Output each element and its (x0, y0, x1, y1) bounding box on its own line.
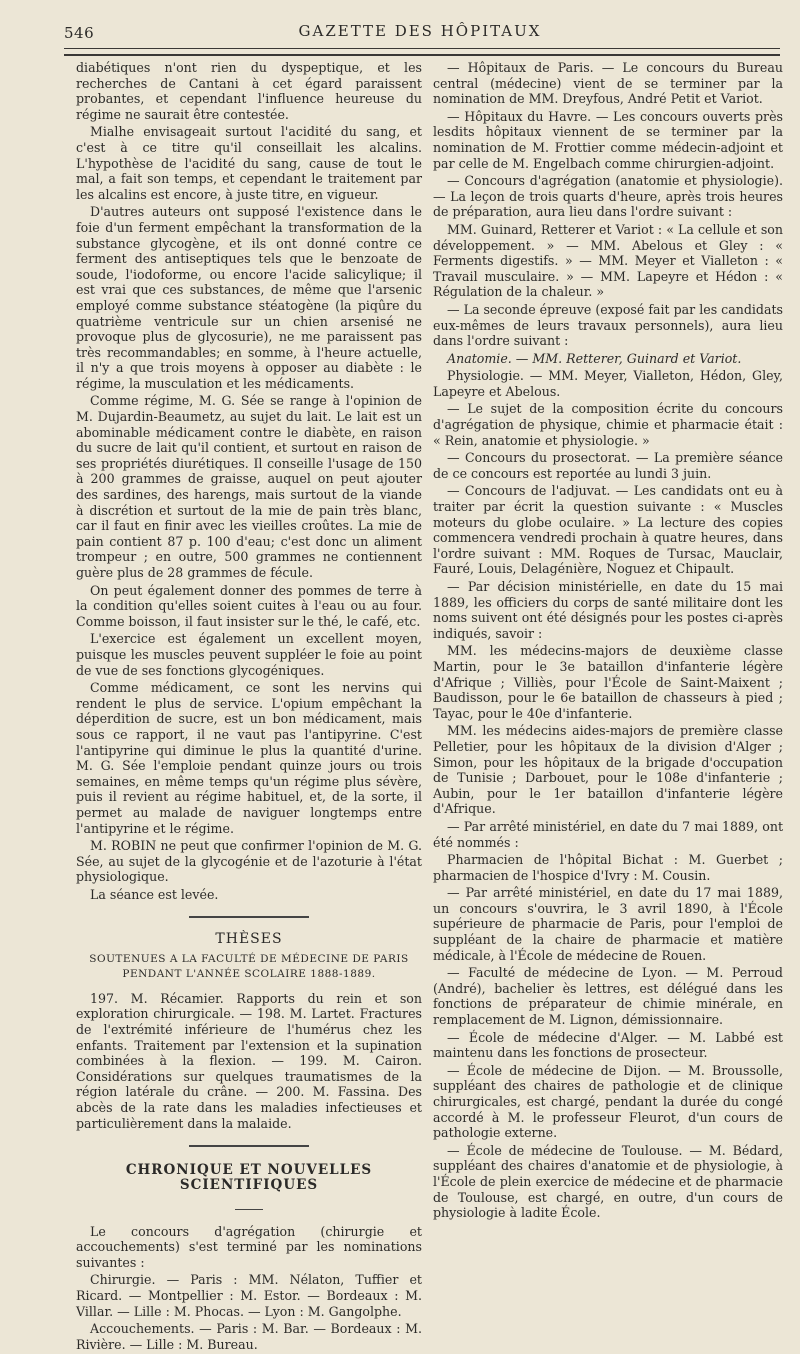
news-item: — École de médecine d'Alger. — M. Labbé est maintenu dans les fonctions de prosecteur. (433, 1029, 783, 1061)
paragraph: On peut également donner des pommes de terre à la condition qu'elles soient cuites à l'eau ou au four. Comme boisson, il faut insister sur le thé, le café, etc. (76, 582, 422, 629)
theses-subheading: SOUTENUES A LA FACULTÉ DE MÉDECINE DE PARIS (89, 952, 409, 965)
paragraph: Accouchements. — Paris : M. Bar. — Bordeaux : M. Rivière. — Lille : M. Bureau. (76, 1321, 422, 1352)
news-item: — Par arrêté ministériel, en date du 7 mai 1889, ont été nommés : (433, 818, 783, 850)
news-item: Anatomie. — MM. Retterer, Guinard et Variot. (447, 350, 742, 366)
paragraph: Le concours d'agrégation (chirurgie et accouchements) s'est terminé par les nominations suivantes : (76, 1223, 422, 1270)
page-number: 546 (64, 24, 95, 42)
news-item: Pharmacien de l'hôpital Bichat : M. Guerbet ; pharmacien de l'hospice d'Ivry : M. Cousin. (433, 852, 783, 883)
news-item: — École de médecine de Toulouse. — M. Bédard, suppléant des chaires d'anatomie et de physiologie, à l'École de plein exercice de médecine et de pharmacie de Toulouse, est chargé, en outre, d'un cours de physiologie à ladite École. (433, 1142, 783, 1221)
news-item: — Hôpitaux du Havre. — Les concours ouverts près lesdits hôpitaux viennent de se terminer par la nomination de M. Frottier comme médecin-adjoint et par celle de M. Engelbach comme chirurgien-adjoint. (433, 108, 783, 171)
page-header (60, 20, 780, 42)
paragraph (76, 838, 422, 885)
speaker-name: M. ROBIN (90, 838, 157, 854)
paragraph: diabétiques n'ont rien du dyspeptique, et les recherches de Cantani à cet égard paraissent probantes, et cependant l'influence heureuse du régime ne saurait être contestée. (76, 60, 422, 122)
chronicle-heading: CHRONIQUE ET NOUVELLES SCIENTIFIQUES (125, 1161, 373, 1194)
theses-list: 197. M. Récamier. Rapports du rein et son exploration chirurgicale. — 198. M. Lartet. Fractures de l'extrémité inférieure de l'humérus chez les enfants. Traitement par l'extension et la supination combinées à la flexion. — 199. M. Cairon. Considérations sur quelques traumatismes de la région latérale du crâne. — 200. M. Fassina. Des abcès de la rate dans les maladies infectieuses et particulièrement dans la malaide. (76, 990, 422, 1131)
paragraph: Comme régime, M. G. Sée se range à l'opinion de M. Dujardin-Beaumetz, au sujet du lait. Le lait est un abominable médicament contre le diabète, en raison du sucre de lait qu'il contient, et surtout en raison de ses propriétés diurétiques. Il conseille l'usage de 150 à 200 grammes de graisse, auquel on peut ajouter des sardines, des harengs, mais surtout de la viande à discrétion et surtout de la mie de pain très blanc, car il faut en finir avec les vieilles croûtes. La mie de pain contient 87 p. 100 d'eau; c'est donc un aliment trompeur ; en outre, 500 grammes ne contiennent guère plus de 28 grammes de fécule. (76, 393, 422, 580)
news-item: — École de médecine de Dijon. — M. Broussolle, suppléant des chaires de pathologie et de clinique chirurgicales, est chargé, pendant la durée du congé accordé à M. le professeur Fleurot, d'un cours de pathologie externe. (433, 1062, 783, 1141)
news-item: MM. Guinard, Retterer et Variot : « La cellule et son développement. » — MM. Abelous et Gley : « Ferments digestifs. » — MM. Meyer et Vialleton : « Travail musculaire. » — MM. Lapeyre et Hédon : « Régulation de la chaleur. » (433, 221, 783, 300)
theses-subheading: PENDANT L'ANNÉE SCOLAIRE 1888-1889. (122, 968, 376, 981)
news-item: — Le sujet de la composition écrite du concours d'agrégation de physique, chimie et pharmacie était : « Rein, anatomie et physiologie. » (433, 401, 783, 448)
left-column (76, 60, 422, 1354)
paragraph: La séance est levée. (90, 886, 219, 902)
short-rule (76, 1198, 422, 1214)
paragraph: Chirurgie. — Paris : MM. Nélaton, Tuffier et Ricard. — Montpellier : M. Estor. — Bordeaux : M. Villar. — Lille : M. Phocas. — Lyon : M. Gangolphe. (76, 1272, 422, 1319)
right-column (433, 60, 783, 1223)
header-double-rule (64, 48, 780, 56)
news-item: MM. les médecins-majors de deuxième classe Martin, pour le 3e bataillon d'infanterie légère d'Afrique ; Villiès, pour l'École de Saint-Maixent ; Baudisson, pour le 6e bataillon de chasseurs à pied ; Tayac, pour le 40e d'infanterie. (433, 643, 783, 721)
section-ornament (76, 908, 422, 924)
theses-heading: THÈSES (215, 931, 283, 948)
running-title: GAZETTE DES HÔPITAUX (298, 22, 542, 40)
news-item: — Par décision ministérielle, en date du 15 mai 1889, les officiers du corps de santé militaire dont les noms suivent ont été désignés pour les postes ci-après indiqués, savoir : (433, 579, 783, 641)
paragraph: Comme médicament, ce sont les nervins qui rendent le plus de service. L'opium empêchant la déperdition de sucre, est un bon médicament, mais sous ce rapport, il ne vaut pas l'antipyrine. C'est l'antipyrine qui diminue le plus la quantité d'urine. M. G. Sée l'emploie pendant quinze jours ou trois semaines, en même temps qu'un régime plus sévère, puis il revient au régime habituel, et, de la sorte, il permet au malade de naviguer longtemps entre l'antipyrine et le régime. (76, 680, 422, 836)
news-item: — Faculté de médecine de Lyon. — M. Perroud (André), bachelier ès lettres, est délégué dans les fonctions de préparateur de chimie minérale, en remplacement de M. Lignon, démissionnaire. (433, 965, 783, 1028)
news-item: — Hôpitaux de Paris. — Le concours du Bureau central (médecine) vient de se terminer par la nomination de MM. Dreyfous, André Petit et Variot. (433, 60, 783, 107)
news-item: Physiologie. — MM. Meyer, Vialleton, Hédon, Gley, Lapeyre et Abelous. (433, 368, 783, 399)
news-item: — Concours du prosectorat. — La première séance de ce concours est reportée au lundi 3 juin. (433, 450, 783, 481)
paragraph-text: ne peut que confirmer l'opinion de M. G. Sée, au sujet de la glycogénie et de l'azoturie à l'état physiologique. (76, 838, 422, 885)
paragraph: L'exercice est également un excellent moyen, puisque les muscles peuvent suppléer le foie au point de vue de ses fonctions glycogéniques. (76, 631, 422, 678)
news-item: MM. les médecins aides-majors de première classe Pelletier, pour les hôpitaux de la division d'Alger ; Simon, pour les hôpitaux de la brigade d'occupation de Tunisie ; Darbouet, pour le 108e d'infanterie ; Aubin, pour le 1er bataillon d'infanterie légère d'Afrique. (433, 723, 783, 817)
paragraph: Mialhe envisageait surtout l'acidité du sang, et c'est à ce titre qu'il conseillait les alcalins. L'hypothèse de l'acidité du sang, cause de tout le mal, a fait son temps, et cependant le traitement par les alcalins est encore, à juste titre, en vigueur. (76, 124, 422, 202)
paragraph: D'autres auteurs ont supposé l'existence dans le foie d'un ferment empêchant la transformation de la substance glycogène, et ils ont donné contre ce ferment des antiseptiques tels que le benzoate de soude, l'iodoforme, ou encore l'acide salicylique; il est vrai que ces substances, de même que l'arsenic employé comme substance stéatogène (la piqûre du quatrième ventricule sur un chien arsenisé ne provoque plus de glycosurie), ne me paraissent pas très recommandables; en somme, à l'heure actuelle, il n'y a que trois moyens à opposer au diabète : le régime, la musculation et les médicaments. (76, 204, 422, 391)
news-item: — Concours d'agrégation (anatomie et physiologie). — La leçon de trois quarts d'heure, après trois heures de préparation, aura lieu dans l'ordre suivant : (433, 173, 783, 220)
news-item: — Par arrêté ministériel, en date du 17 mai 1889, un concours s'ouvrira, le 3 avril 1890, à l'École supérieure de pharmacie de Paris, pour l'emploi de suppléant de la chaire de pharmacie et matière médicale, à l'École de médecine de Rouen. (433, 885, 783, 963)
news-item: — Concours de l'adjuvat. — Les candidats ont eu à traiter par écrit la question suivante : « Muscles moteurs du globe oculaire. » La lecture des copies commencera vendredi prochain à quatre heures, dans l'ordre suivant : MM. Roques de Tursac, Mauclair, Fauré, Louis, Delagénière, Noguez et Chipault. (433, 483, 783, 577)
news-item: — La seconde épreuve (exposé fait par les candidats eux-mêmes de leurs travaux personnels), aura lieu dans l'ordre suivant : (433, 301, 784, 349)
section-ornament (76, 1137, 422, 1153)
